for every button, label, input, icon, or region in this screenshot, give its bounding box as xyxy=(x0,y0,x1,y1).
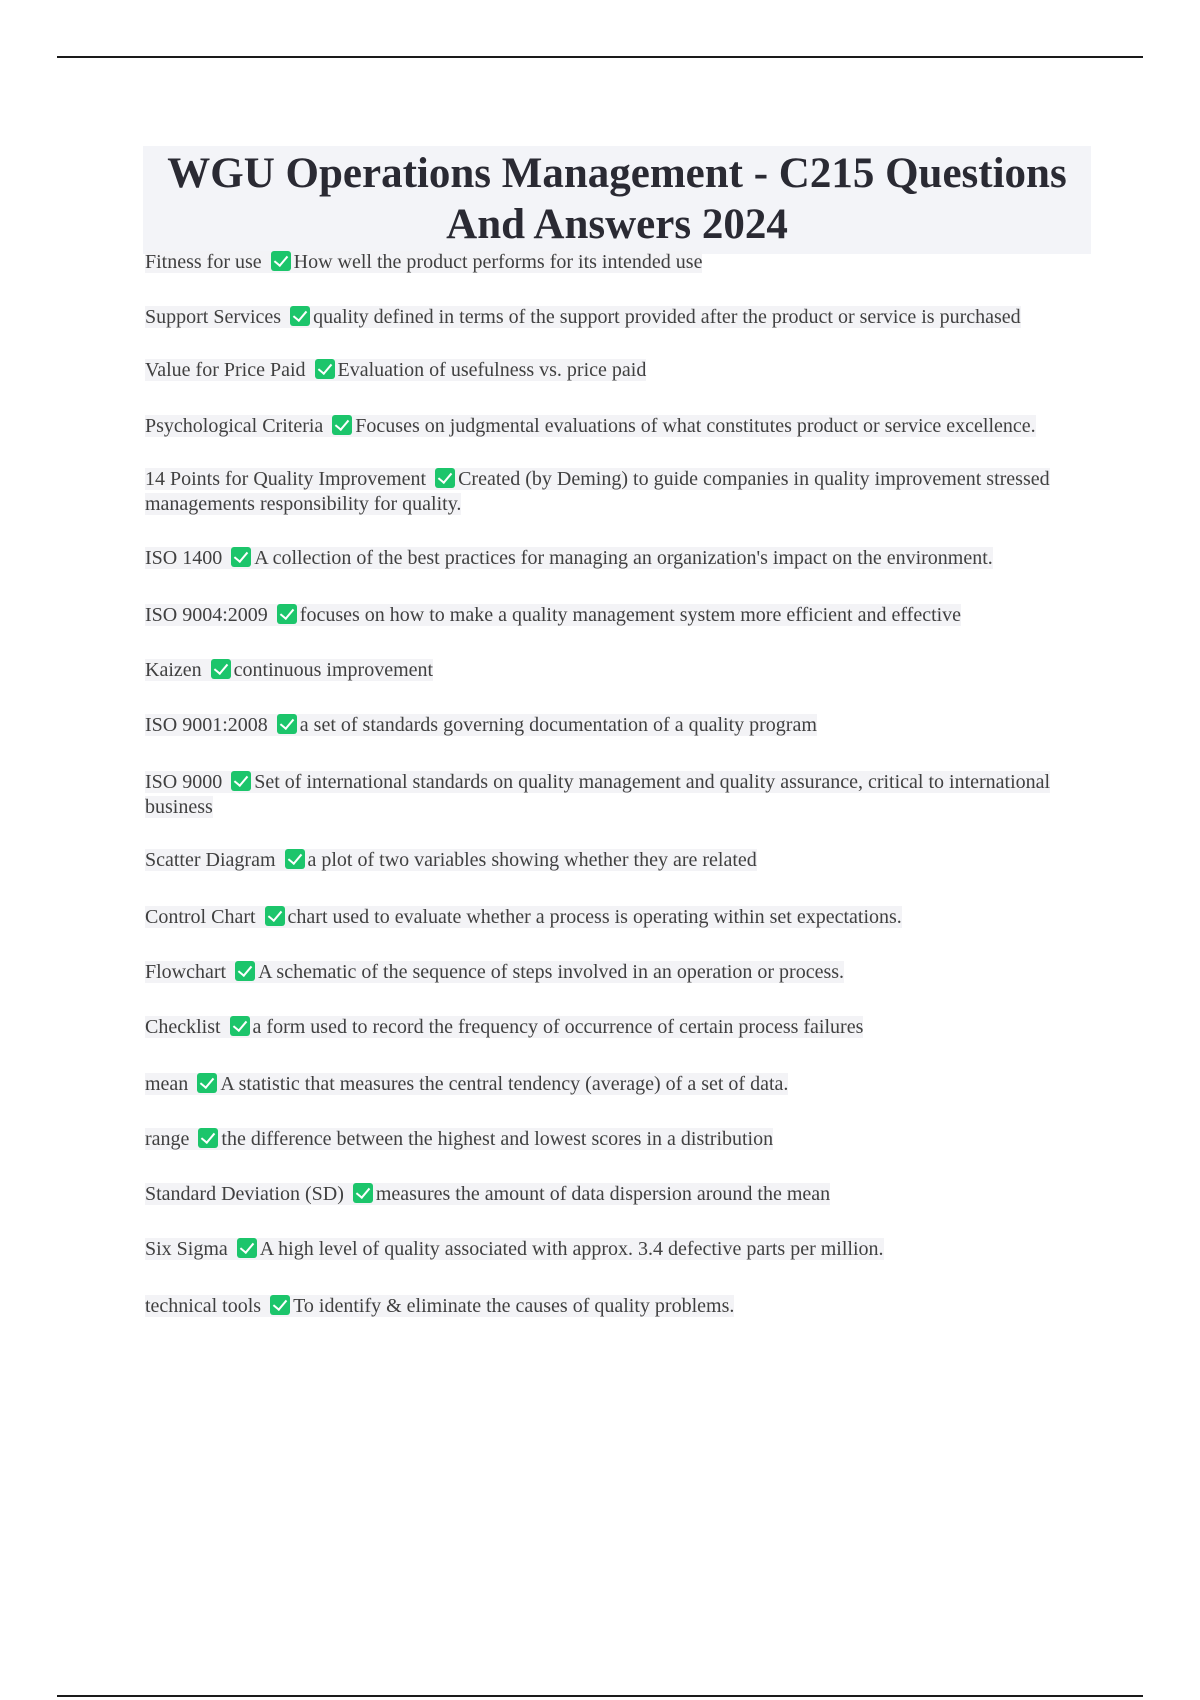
qa-definition: a form used to record the frequency of occurrence of certain process failures xyxy=(252,1016,864,1038)
qa-term: Support Services xyxy=(145,306,282,328)
qa-item xyxy=(145,414,1090,439)
qa-item xyxy=(145,1237,1090,1262)
qa-item xyxy=(145,250,1090,275)
qa-term: ISO 1400 xyxy=(145,547,223,569)
qa-item xyxy=(145,1294,1090,1319)
check-mark-icon xyxy=(315,359,335,379)
check-mark-icon xyxy=(332,415,352,435)
check-mark-icon xyxy=(237,1238,257,1258)
qa-item xyxy=(145,467,1090,517)
qa-term: Value for Price Paid xyxy=(145,359,306,381)
check-mark-icon xyxy=(211,659,231,679)
qa-term: Checklist xyxy=(145,1016,221,1038)
check-mark-icon xyxy=(198,1128,218,1148)
qa-definition: measures the amount of data dispersion around the mean xyxy=(375,1183,831,1205)
check-mark-icon xyxy=(277,714,297,734)
qa-term: Kaizen xyxy=(145,659,202,681)
qa-term: Scatter Diagram xyxy=(145,849,276,871)
qa-term: Control Chart xyxy=(145,906,256,928)
qa-term: ISO 9000 xyxy=(145,771,223,793)
qa-definition: To identify & eliminate the causes of quality problems. xyxy=(293,1295,735,1317)
check-mark-icon xyxy=(265,906,285,926)
qa-definition: continuous improvement xyxy=(233,659,434,681)
qa-definition: focuses on how to make a quality management system more efficient and effective xyxy=(299,604,962,626)
qa-item xyxy=(145,546,1090,571)
check-mark-icon xyxy=(290,306,310,326)
check-mark-icon xyxy=(197,1073,217,1093)
qa-definition: How well the product performs for its intended use xyxy=(293,251,703,273)
qa-term: 14 Points for Quality Improvement xyxy=(145,468,427,490)
qa-item xyxy=(145,305,1090,330)
qa-definition: A collection of the best practices for managing an organization's impact on the environment. xyxy=(254,547,993,569)
check-mark-icon xyxy=(435,468,455,488)
check-mark-icon xyxy=(285,849,305,869)
qa-definition: A schematic of the sequence of steps involved in an operation or process. xyxy=(258,961,845,983)
qa-term: Fitness for use xyxy=(145,251,262,273)
qa-definition: Focuses on judgmental evaluations of what constitutes product or service excellence. xyxy=(355,415,1036,437)
qa-item xyxy=(145,603,1090,628)
qa-term: mean xyxy=(145,1073,189,1095)
qa-definition: Set of international standards on quality management and quality assurance, critical to international business xyxy=(145,771,1051,818)
qa-item xyxy=(145,358,1090,383)
qa-term: Psychological Criteria xyxy=(145,415,324,437)
qa-definition: quality defined in terms of the support provided after the product or service is purchased xyxy=(313,306,1021,328)
check-mark-icon xyxy=(277,604,297,624)
check-mark-icon xyxy=(270,1295,290,1315)
qa-list xyxy=(145,250,1090,1319)
qa-definition: a plot of two variables showing whether they are related xyxy=(307,849,757,871)
check-mark-icon xyxy=(230,1016,250,1036)
qa-term: Flowchart xyxy=(145,961,227,983)
qa-item xyxy=(145,1182,1090,1207)
qa-item xyxy=(145,1127,1090,1152)
qa-item xyxy=(145,905,1090,930)
qa-definition: chart used to evaluate whether a process is operating within set expectations. xyxy=(287,906,902,928)
qa-definition: the difference between the highest and lowest scores in a distribution xyxy=(221,1128,774,1150)
qa-term: Six Sigma xyxy=(145,1238,228,1260)
qa-item xyxy=(145,848,1090,873)
qa-definition: Evaluation of usefulness vs. price paid xyxy=(337,359,647,381)
top-rule xyxy=(57,56,1143,58)
bottom-rule xyxy=(57,1695,1143,1697)
qa-definition: a set of standards governing documentation of a quality program xyxy=(299,714,817,736)
qa-definition: A high level of quality associated with approx. 3.4 defective parts per million. xyxy=(259,1238,884,1260)
check-mark-icon xyxy=(271,251,291,271)
check-mark-icon xyxy=(353,1183,373,1203)
qa-term: ISO 9001:2008 xyxy=(145,714,268,736)
qa-term: range xyxy=(145,1128,190,1150)
qa-term: Standard Deviation (SD) xyxy=(145,1183,344,1205)
check-mark-icon xyxy=(235,961,255,981)
qa-item xyxy=(145,770,1090,820)
qa-definition: Created (by Deming) to guide companies in quality improvement stressed managements responsibility for quality. xyxy=(145,468,1050,515)
qa-item xyxy=(145,713,1090,738)
qa-item xyxy=(145,1072,1090,1097)
qa-item xyxy=(145,960,1090,985)
qa-item xyxy=(145,1015,1090,1040)
qa-term: technical tools xyxy=(145,1295,262,1317)
check-mark-icon xyxy=(231,547,251,567)
qa-definition: A statistic that measures the central tendency (average) of a set of data. xyxy=(220,1073,789,1095)
check-mark-icon xyxy=(231,771,251,791)
qa-term: ISO 9004:2009 xyxy=(145,604,268,626)
qa-item xyxy=(145,658,1090,683)
document-title: WGU Operations Management - C215 Questions And Answers 2024 xyxy=(167,150,1067,248)
title-banner xyxy=(143,146,1091,254)
